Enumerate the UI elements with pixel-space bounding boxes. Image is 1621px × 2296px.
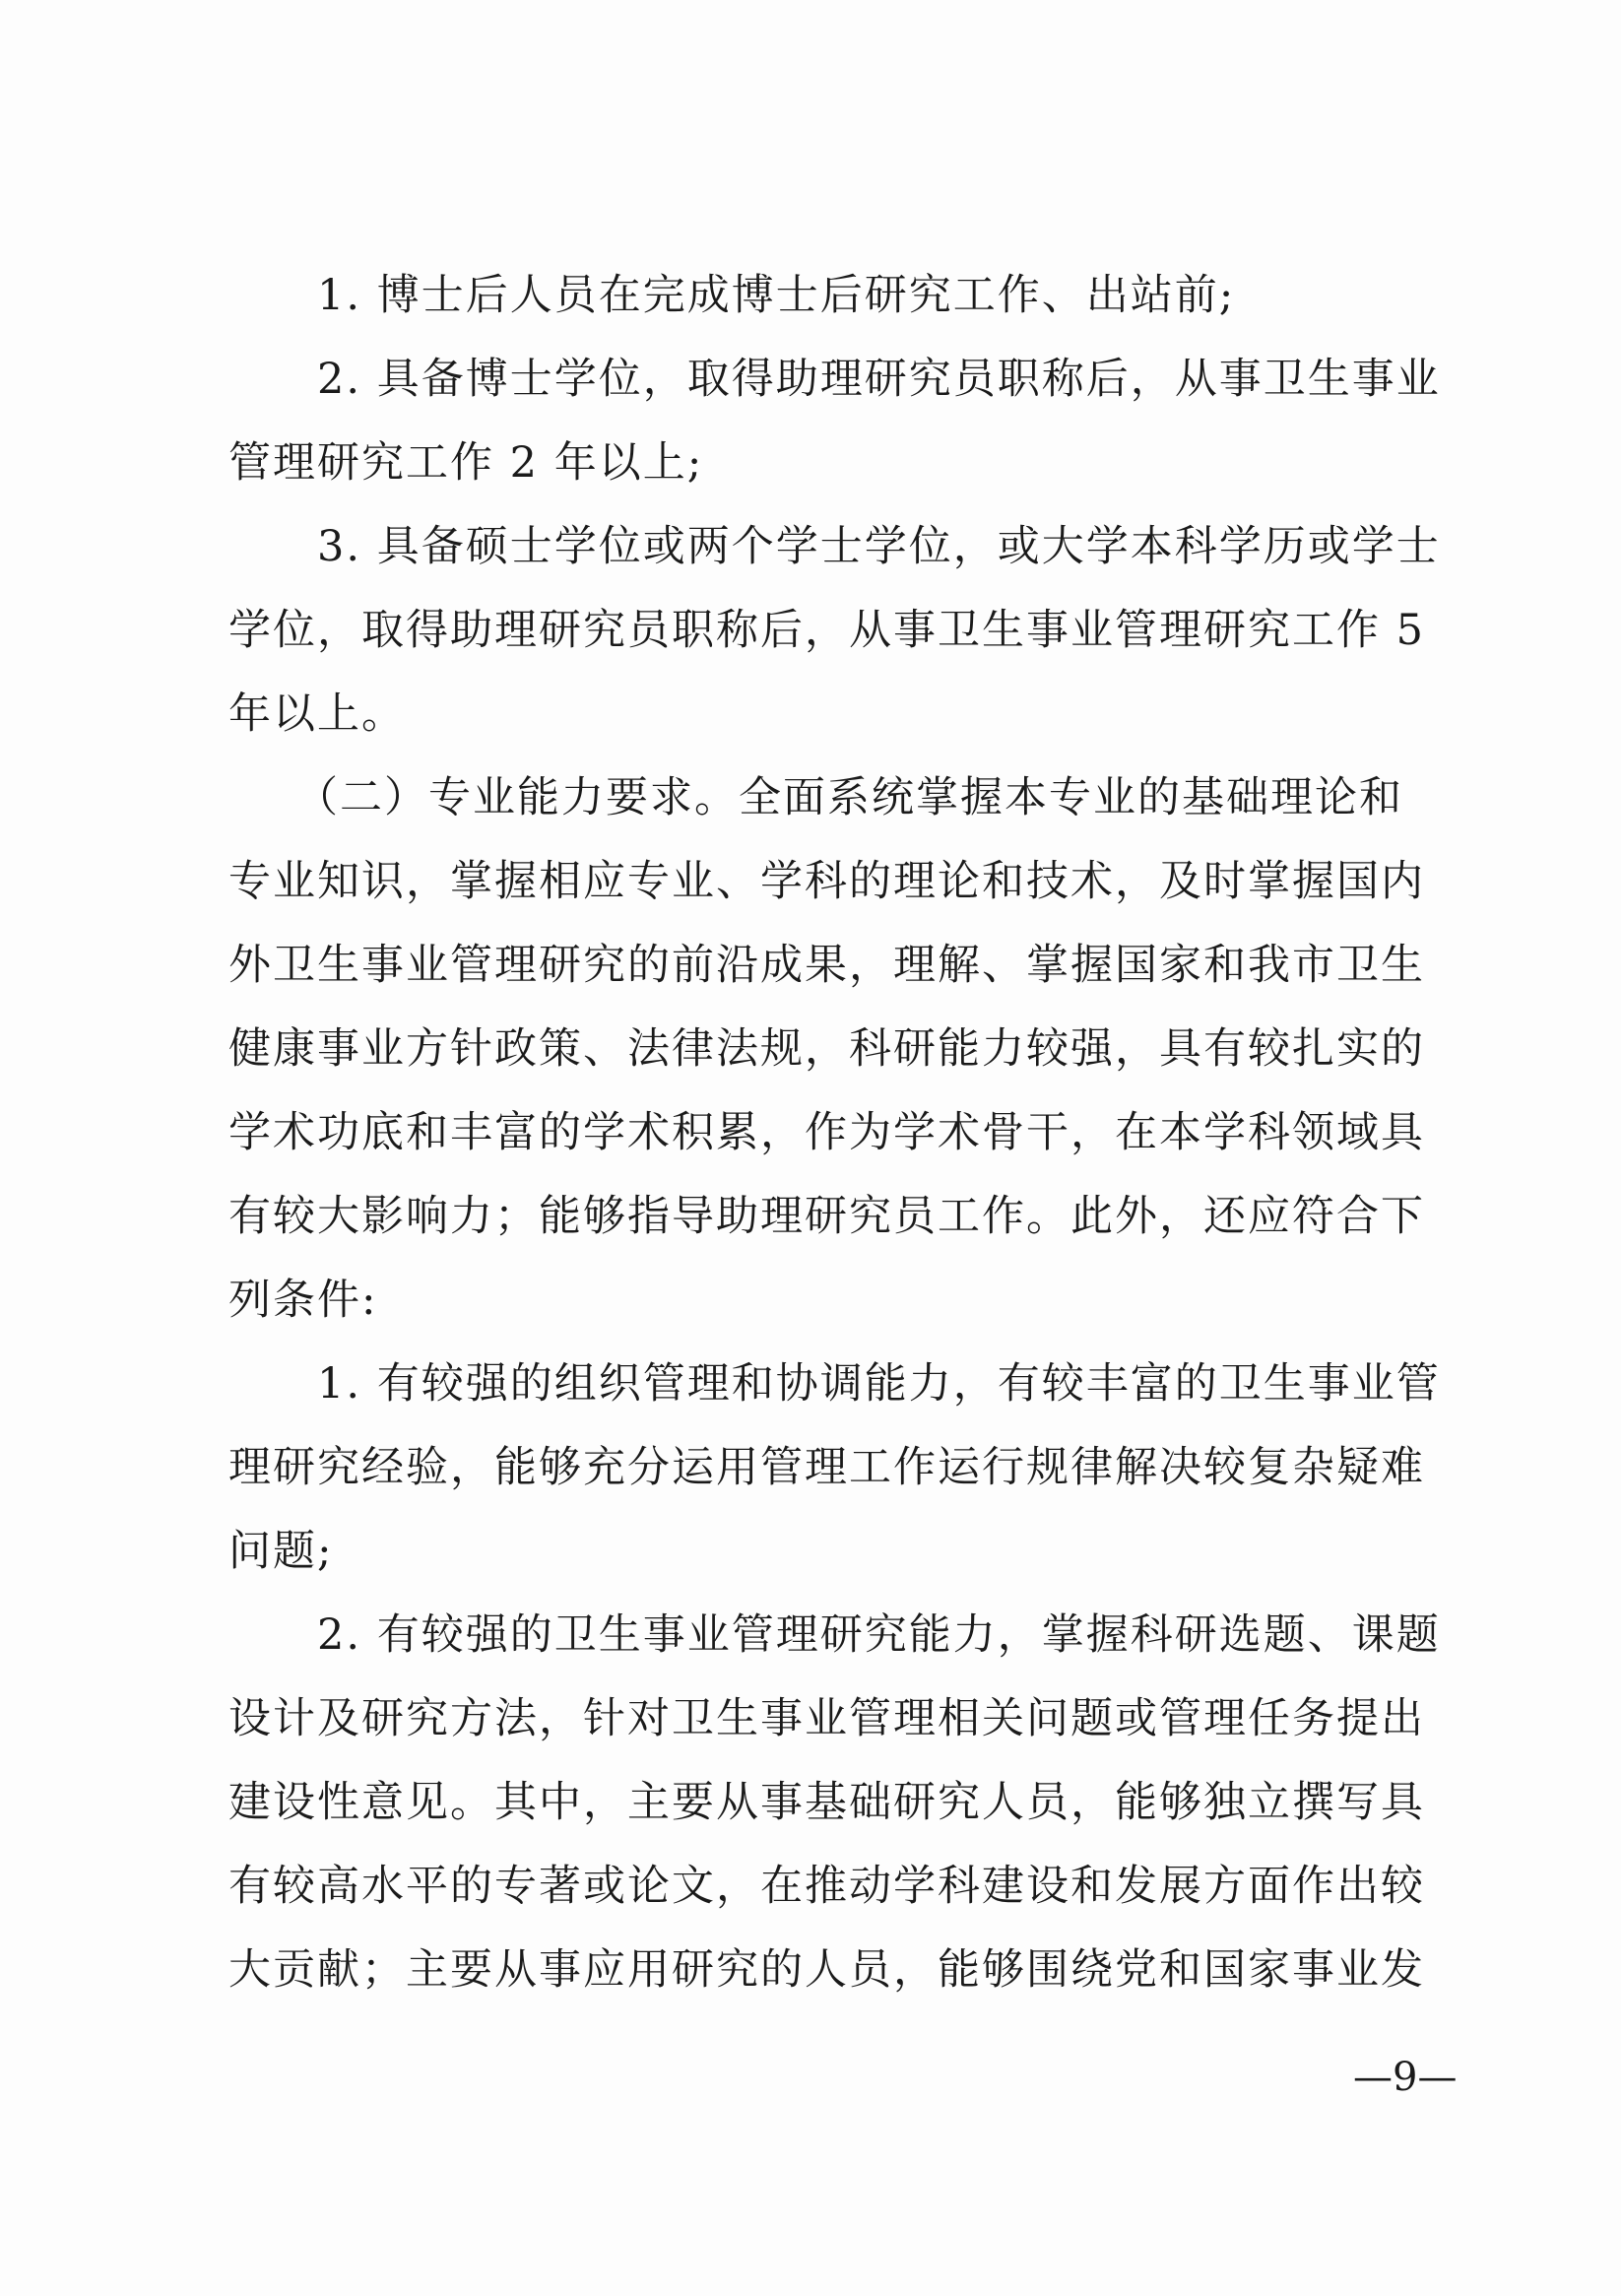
text-line: 大贡献；主要从事应用研究的人员，能够围绕党和国家事业发 <box>228 1945 1425 1995</box>
text-line: 外卫生事业管理研究的前沿成果，理解、掌握国家和我市卫生 <box>228 941 1425 990</box>
text-line: 有较高水平的专著或论文，在推动学科建设和发展方面作出较 <box>228 1862 1425 1911</box>
text-line: 理研究经验，能够充分运用管理工作运行规律解决较复杂疑难 <box>228 1443 1425 1492</box>
text-line: 年以上。 <box>228 689 406 739</box>
text-line: 1. 博士后人员在完成博士后研究工作、出站前; <box>317 271 1236 320</box>
text-line: 管理研究工作 2 年以上; <box>228 438 704 488</box>
text-line: 专业知识，掌握相应专业、学科的理论和技术，及时掌握国内 <box>228 857 1425 906</box>
page-number: —9— <box>1353 2055 1458 2100</box>
text-line: 问题; <box>228 1527 334 1576</box>
section-heading-line: （二）专业能力要求。全面系统掌握本专业的基础理论和 <box>295 773 1403 822</box>
text-line: 学术功底和丰富的学术积累，作为学术骨干，在本学科领域具 <box>228 1108 1425 1157</box>
text-line: 2. 具备博士学位，取得助理研究员职称后，从事卫生事业 <box>317 355 1441 404</box>
text-line: 有较大影响力；能够指导助理研究员工作。此外，还应符合下 <box>228 1192 1425 1241</box>
text-line: 1. 有较强的组织管理和协调能力，有较丰富的卫生事业管 <box>317 1359 1441 1409</box>
text-line: 建设性意见。其中，主要从事基础研究人员，能够独立撰写具 <box>228 1778 1425 1827</box>
text-line: 健康事业方针政策、法律法规，科研能力较强，具有较扎实的 <box>228 1024 1425 1074</box>
text-line: 学位，取得助理研究员职称后，从事卫生事业管理研究工作 5 <box>228 606 1426 655</box>
text-line: 列条件: <box>228 1276 378 1325</box>
text-line: 2. 有较强的卫生事业管理研究能力，掌握科研选题、课题 <box>317 1610 1441 1660</box>
text-line: 设计及研究方法，针对卫生事业管理相关问题或管理任务提出 <box>228 1694 1425 1743</box>
text-line: 3. 具备硕士学位或两个学士学位，或大学本科学历或学士 <box>317 522 1441 571</box>
